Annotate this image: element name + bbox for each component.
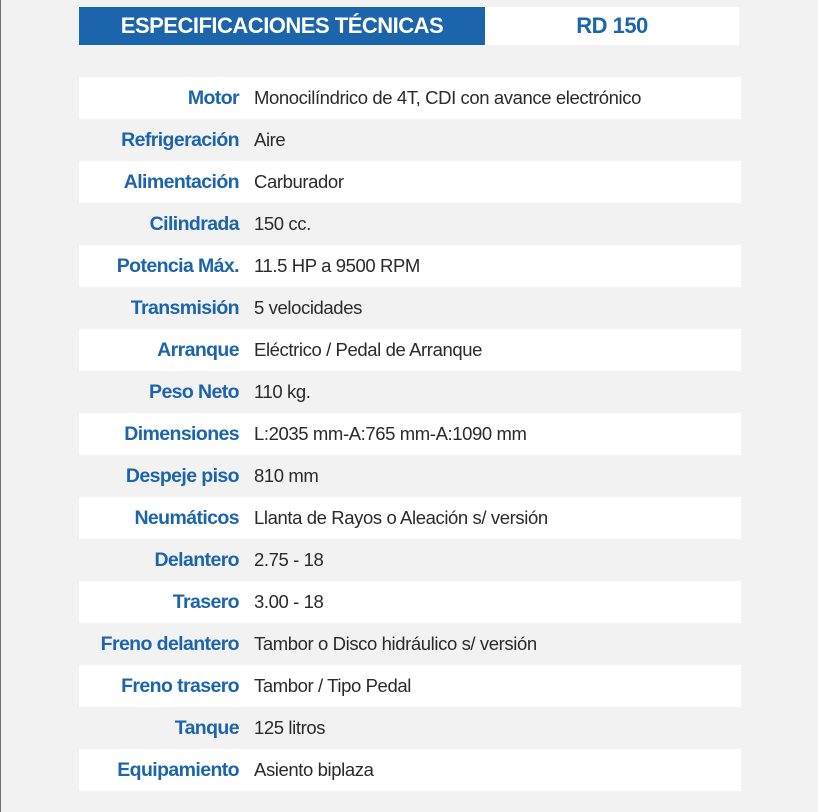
spec-label: Despeje piso: [125, 464, 239, 487]
spec-row: [79, 497, 741, 539]
spec-value: Llanta de Rayos o Aleación s/ versión: [254, 507, 548, 528]
spec-label: Dimensiones: [124, 422, 239, 445]
spec-row: [79, 749, 741, 791]
spec-value: 2.75 - 18: [254, 549, 324, 570]
spec-label: Arranque: [157, 338, 239, 361]
spec-value: 110 kg.: [254, 381, 311, 402]
spec-row: [79, 581, 741, 623]
spec-row: [79, 77, 741, 119]
spec-label: Equipamiento: [117, 758, 239, 781]
page-left-border: [0, 0, 1, 812]
spec-value: Eléctrico / Pedal de Arranque: [254, 339, 483, 360]
spec-row: [79, 287, 741, 329]
spec-label: Transmisión: [130, 296, 239, 319]
spec-header: [79, 7, 739, 45]
spec-label: Alimentación: [123, 170, 239, 193]
spec-row: [79, 623, 741, 665]
spec-value: Tambor o Disco hidráulico s/ versión: [254, 633, 537, 654]
spec-label: Freno delantero: [100, 632, 239, 655]
spec-row: [79, 329, 741, 371]
spec-row: [79, 371, 741, 413]
spec-label: Neumáticos: [134, 506, 239, 529]
spec-label: Delantero: [154, 548, 239, 571]
spec-label: Refrigeración: [121, 128, 239, 151]
spec-value: 11.5 HP a 9500 RPM: [254, 255, 420, 276]
spec-row: [79, 413, 741, 455]
spec-label: Peso Neto: [149, 380, 239, 403]
spec-value: 125 litros: [254, 717, 326, 738]
spec-row: [79, 539, 741, 581]
spec-row: [79, 203, 741, 245]
spec-row: [79, 119, 741, 161]
spec-header-title: ESPECIFICACIONES TÉCNICAS: [79, 7, 485, 45]
spec-value: 3.00 - 18: [254, 591, 324, 612]
spec-value: 5 velocidades: [254, 297, 362, 318]
spec-row: [79, 707, 741, 749]
spec-label: Tanque: [174, 716, 239, 739]
spec-value: Tambor / Tipo Pedal: [254, 675, 411, 696]
spec-label: Freno trasero: [121, 674, 239, 697]
spec-table: [79, 77, 741, 791]
spec-value: 810 mm: [254, 465, 319, 486]
spec-value: Monocilíndrico de 4T, CDI con avance electrónico: [254, 87, 641, 108]
spec-value: Asiento biplaza: [254, 759, 374, 780]
spec-label: Trasero: [172, 590, 239, 613]
spec-label: Potencia Máx.: [116, 254, 239, 277]
spec-row: [79, 245, 741, 287]
spec-row: [79, 161, 741, 203]
spec-value: 150 cc.: [254, 213, 311, 234]
model-name: RD 150: [485, 7, 739, 45]
spec-value: L:2035 mm-A:765 mm-A:1090 mm: [254, 423, 527, 444]
spec-value: Aire: [254, 129, 286, 150]
spec-value: Carburador: [254, 171, 344, 192]
spec-label: Motor: [187, 86, 239, 109]
spec-row: [79, 455, 741, 497]
spec-row: [79, 665, 741, 707]
spec-label: Cilindrada: [149, 212, 239, 235]
